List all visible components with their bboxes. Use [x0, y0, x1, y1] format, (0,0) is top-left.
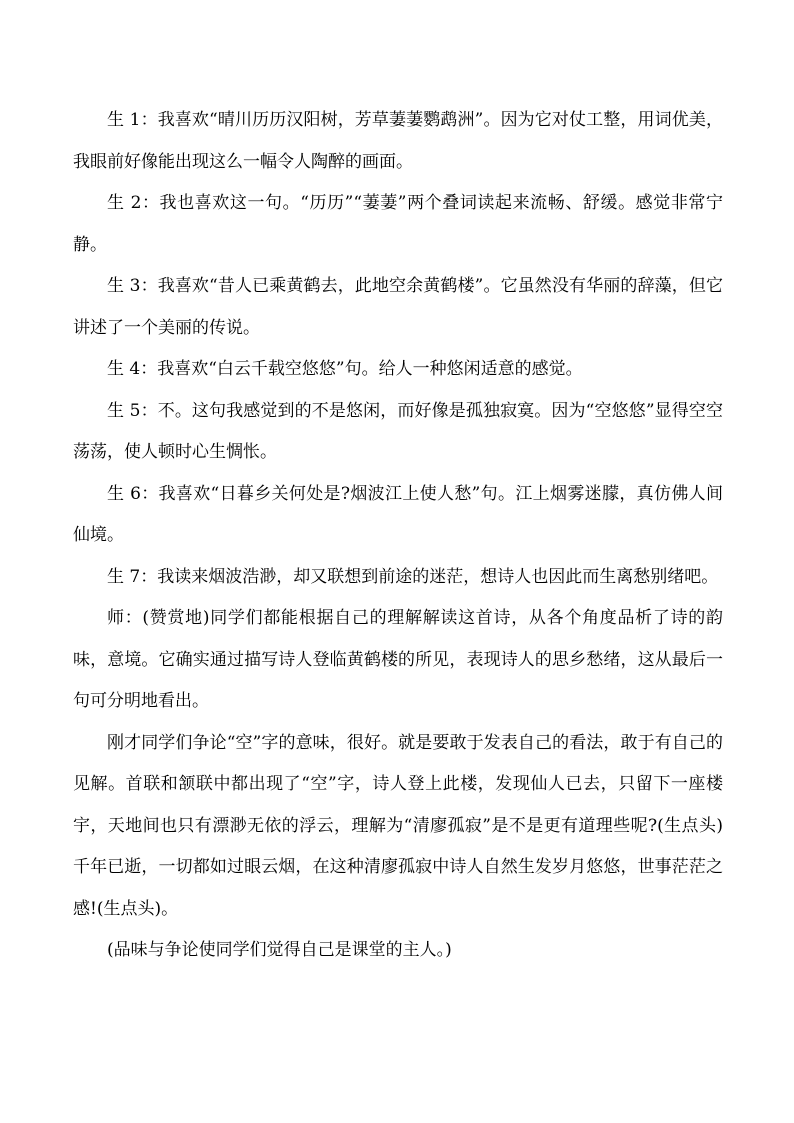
- paragraph-commentary: 刚才同学们争论“空”字的意味，很好。就是要敢于发表自己的看法，敢于有自己的见解。首联和颔联中都出现了“空”字，诗人登上此楼，发现仙人已去，只留下一座楼宇，天地间也只有漂渺无依的浮云，理解为“清廖孤寂”是不是更有道理些呢?(生点头)千年已逝，一切都如过眼云烟，在这种清廖孤寂中诗人自然生发岁月悠悠，世事茫茫之感!(生点头)。: [73, 732, 723, 919]
- paragraph-teacher: 师：(赞赏地)同学们都能根据自己的理解解读这首诗，从各个角度品析了诗的韵味，意境。它确实通过描写诗人登临黄鹤楼的所见，表现诗人的思乡愁绪，这从最后一句可分明地看出。: [73, 608, 723, 711]
- paragraph-student-2: 生 2：我也喜欢这一句。“历历”“萋萋”两个叠词读起来流畅、舒缓。感觉非常宁静。: [73, 193, 723, 255]
- paragraph-note: (品味与争论使同学们觉得自己是课堂的主人。): [107, 940, 452, 960]
- paragraph-student-6: 生 6：我喜欢“日暮乡关何处是?烟波江上使人愁”句。江上烟雾迷朦，真仿佛人间仙境。: [73, 483, 723, 545]
- paragraph-student-4: 生 4：我喜欢“白云千载空悠悠”句。给人一种悠闲适意的感觉。: [107, 359, 583, 379]
- paragraph-student-7: 生 7：我读来烟波浩渺，却又联想到前途的迷茫，想诗人也因此而生离愁别绪吧。: [107, 566, 719, 587]
- paragraph-student-1: 生 1：我喜欢“晴川历历汉阳树，芳草萋萋鹦鹉洲”。因为它对仗工整，用词优美，我眼前好像能出现这么一幅令人陶醉的画面。: [73, 110, 723, 172]
- paragraph-student-5: 生 5：不。这句我感觉到的不是悠闲，而好像是孤独寂寞。因为“空悠悠”显得空空荡荡，使人顿时心生惆怅。: [73, 400, 723, 462]
- document-body: [73, 100, 723, 972]
- paragraph-student-3: 生 3：我喜欢“昔人已乘黄鹤去，此地空余黄鹤楼”。它虽然没有华丽的辞藻，但它讲述了一个美丽的传说。: [73, 276, 723, 338]
